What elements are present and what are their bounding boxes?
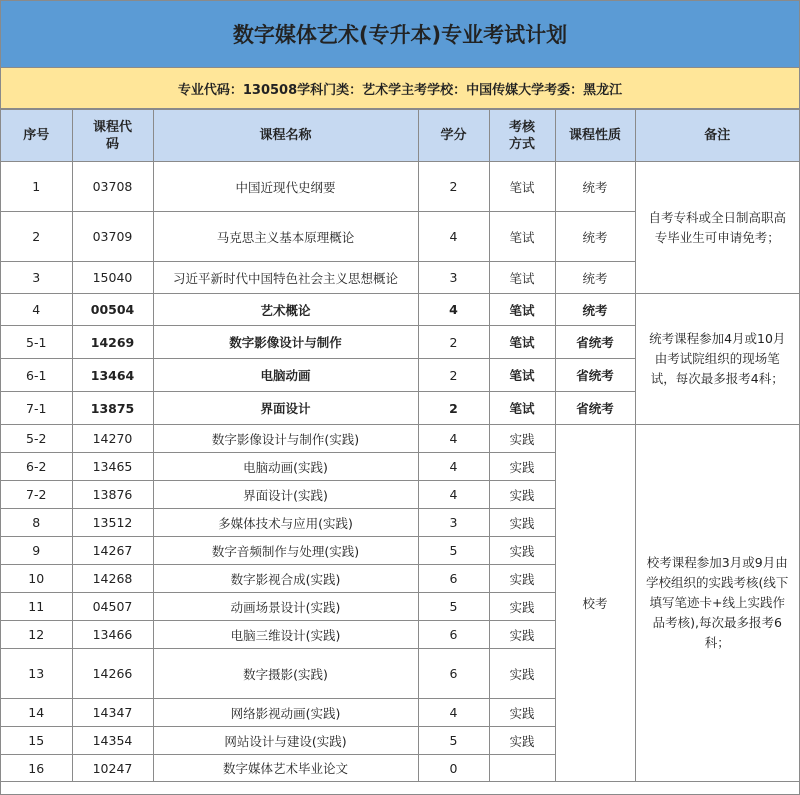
- cell-name: 数字摄影(实践): [153, 649, 418, 699]
- cell-exam: 笔试: [489, 262, 555, 294]
- cell-credit: 5: [418, 537, 489, 565]
- cell-code: 13875: [72, 392, 153, 425]
- page-title: 数字媒体艺术(专升本)专业考试计划: [1, 1, 799, 68]
- cell-seq: 7-1: [1, 392, 72, 425]
- cell-exam: 实践: [489, 699, 555, 727]
- header-code: 课程代码: [72, 110, 153, 162]
- cell-name: 界面设计(实践): [153, 481, 418, 509]
- cell-nature: 统考: [555, 212, 635, 262]
- cell-seq: 16: [1, 755, 72, 782]
- cell-seq: 1: [1, 162, 72, 212]
- cell-nature: 统考: [555, 294, 635, 326]
- cell-nature: 省统考: [555, 359, 635, 392]
- cell-code: 14266: [72, 649, 153, 699]
- cell-credit: 2: [418, 392, 489, 425]
- cell-exam: [489, 755, 555, 782]
- cell-code: 15040: [72, 262, 153, 294]
- cell-name: 数字影视合成(实践): [153, 565, 418, 593]
- cell-seq: 3: [1, 262, 72, 294]
- cell-seq: 6-2: [1, 453, 72, 481]
- cell-name: 网站设计与建设(实践): [153, 727, 418, 755]
- cell-name: 界面设计: [153, 392, 418, 425]
- cell-seq: 6-1: [1, 359, 72, 392]
- cell-code: 00504: [72, 294, 153, 326]
- cell-seq: 7-2: [1, 481, 72, 509]
- cell-credit: 6: [418, 649, 489, 699]
- note-exemption: 自考专科或全日制高职高专毕业生可申请免考；: [635, 162, 799, 294]
- cell-code: 14268: [72, 565, 153, 593]
- major-info-bar: 专业代码：130508学科门类：艺术学主考学校：中国传媒大学考委：黑龙江: [1, 68, 799, 109]
- cell-credit: 4: [418, 425, 489, 453]
- cell-seq: 12: [1, 621, 72, 649]
- cell-exam: 实践: [489, 649, 555, 699]
- header-seq: 序号: [1, 110, 72, 162]
- cell-seq: 15: [1, 727, 72, 755]
- cell-nature: 统考: [555, 162, 635, 212]
- cell-nature: 省统考: [555, 392, 635, 425]
- cell-credit: 4: [418, 699, 489, 727]
- cell-code: 10247: [72, 755, 153, 782]
- cell-code: 13512: [72, 509, 153, 537]
- cell-code: 13876: [72, 481, 153, 509]
- cell-code: 13464: [72, 359, 153, 392]
- cell-exam: 笔试: [489, 162, 555, 212]
- cell-name: 动画场景设计(实践): [153, 593, 418, 621]
- cell-name: 多媒体技术与应用(实践): [153, 509, 418, 537]
- cell-code: 04507: [72, 593, 153, 621]
- cell-code: 14269: [72, 326, 153, 359]
- cell-exam: 实践: [489, 509, 555, 537]
- cell-name: 习近平新时代中国特色社会主义思想概论: [153, 262, 418, 294]
- cell-seq: 5-1: [1, 326, 72, 359]
- cell-seq: 2: [1, 212, 72, 262]
- cell-name: 数字影像设计与制作(实践): [153, 425, 418, 453]
- cell-exam: 笔试: [489, 392, 555, 425]
- header-note: 备注: [635, 110, 799, 162]
- cell-seq: 10: [1, 565, 72, 593]
- cell-exam: 实践: [489, 453, 555, 481]
- cell-credit: 4: [418, 212, 489, 262]
- cell-exam: 笔试: [489, 326, 555, 359]
- cell-exam: 实践: [489, 621, 555, 649]
- cell-exam: 实践: [489, 565, 555, 593]
- cell-credit: 5: [418, 593, 489, 621]
- header-credit: 学分: [418, 110, 489, 162]
- header-nature: 课程性质: [555, 110, 635, 162]
- cell-name: 中国近现代史纲要: [153, 162, 418, 212]
- cell-exam: 实践: [489, 593, 555, 621]
- cell-code: 14354: [72, 727, 153, 755]
- cell-exam: 实践: [489, 727, 555, 755]
- course-table: [1, 109, 799, 782]
- header-exam: 考核方式: [489, 110, 555, 162]
- header-name: 课程名称: [153, 110, 418, 162]
- note-unified-exam: 统考课程参加4月或10月由考试院组织的现场笔试，每次最多报考4科；: [635, 294, 799, 425]
- cell-exam: 实践: [489, 537, 555, 565]
- cell-credit: 4: [418, 481, 489, 509]
- table-header-row: [1, 110, 799, 162]
- cell-code: 14347: [72, 699, 153, 727]
- cell-exam: 实践: [489, 425, 555, 453]
- cell-credit: 3: [418, 509, 489, 537]
- cell-credit: 2: [418, 326, 489, 359]
- cell-exam: 笔试: [489, 359, 555, 392]
- cell-credit: 6: [418, 621, 489, 649]
- cell-code: 03709: [72, 212, 153, 262]
- table-row: [1, 425, 799, 453]
- cell-exam: 笔试: [489, 294, 555, 326]
- cell-code: 03708: [72, 162, 153, 212]
- cell-seq: 8: [1, 509, 72, 537]
- cell-credit: 4: [418, 453, 489, 481]
- cell-seq: 11: [1, 593, 72, 621]
- cell-seq: 13: [1, 649, 72, 699]
- cell-credit: 4: [418, 294, 489, 326]
- cell-credit: 0: [418, 755, 489, 782]
- cell-name: 艺术概论: [153, 294, 418, 326]
- cell-nature: 省统考: [555, 326, 635, 359]
- cell-code: 14270: [72, 425, 153, 453]
- cell-credit: 3: [418, 262, 489, 294]
- cell-exam: 笔试: [489, 212, 555, 262]
- cell-name: 网络影视动画(实践): [153, 699, 418, 727]
- cell-nature: 统考: [555, 262, 635, 294]
- cell-name: 电脑动画(实践): [153, 453, 418, 481]
- cell-name: 数字影像设计与制作: [153, 326, 418, 359]
- cell-credit: 2: [418, 359, 489, 392]
- cell-name: 马克思主义基本原理概论: [153, 212, 418, 262]
- cell-nature-school: 校考: [555, 425, 635, 782]
- cell-code: 13466: [72, 621, 153, 649]
- cell-credit: 5: [418, 727, 489, 755]
- cell-code: 13465: [72, 453, 153, 481]
- cell-seq: 14: [1, 699, 72, 727]
- cell-name: 电脑三维设计(实践): [153, 621, 418, 649]
- cell-credit: 2: [418, 162, 489, 212]
- cell-seq: 4: [1, 294, 72, 326]
- cell-code: 14267: [72, 537, 153, 565]
- cell-seq: 5-2: [1, 425, 72, 453]
- cell-name: 数字媒体艺术毕业论文: [153, 755, 418, 782]
- cell-name: 电脑动画: [153, 359, 418, 392]
- table-row: [1, 294, 799, 326]
- cell-exam: 实践: [489, 481, 555, 509]
- cell-name: 数字音频制作与处理(实践): [153, 537, 418, 565]
- note-school-exam: 校考课程参加3月或9月由学校组织的实践考核(线下填写笔迹卡+线上实践作品考核),每次最多报考6科；: [635, 425, 799, 782]
- cell-seq: 9: [1, 537, 72, 565]
- table-row: [1, 162, 799, 212]
- cell-credit: 6: [418, 565, 489, 593]
